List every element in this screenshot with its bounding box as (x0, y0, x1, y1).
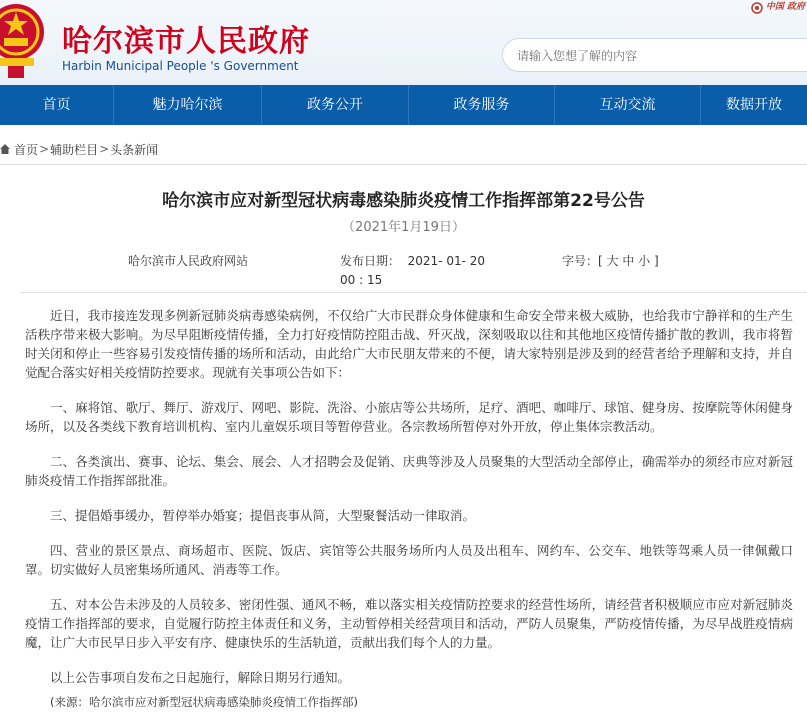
divider (0, 164, 807, 165)
nav-item-gov-affairs-open[interactable]: 政务公开 (262, 85, 409, 125)
font-size-control (562, 252, 659, 269)
breadcrumb-level3[interactable]: 头条新闻 (110, 142, 159, 157)
article-paragraph: 以上公告事项自发布之日起施行，解除日期另行通知。 (50, 670, 351, 685)
search-input[interactable] (515, 39, 799, 73)
gov-portal-logo[interactable] (751, 2, 805, 14)
breadcrumb-separator: > (39, 142, 50, 156)
article-publish-info (340, 252, 490, 290)
portal-logo-text: 中国 政府 (765, 2, 805, 12)
site-header (0, 0, 807, 85)
search-box[interactable] (502, 38, 807, 72)
main-nav (0, 85, 807, 125)
article-paragraph: 四、营业的景区景点、商场超市、医院、饭店、宾馆等公共服务场所内人员及出租车、网约车、公交车、地铁等驾乘人员一律佩戴口罩。切实做好人员密集场所通风、消毒等工作。 (25, 543, 793, 577)
article-paragraph: 五、对本公告未涉及的人员较多、密闭性强、通风不畅，难以落实相关疫情防控要求的经营性场所，请经营者积极顺应市应对新冠肺炎疫情工作指挥部的要求，自觉履行防控主体责任和义务，主动暂停相关经营项目和活动，严防人员聚集，严防疫情传播，为尽早战胜疫情病魔，让广大市民早日步入平安有序、健康快乐的生活轨道，贡献出我们每个人的力量。 (25, 597, 793, 650)
breadcrumb-home[interactable]: 首页 (14, 142, 39, 157)
article-date-line: （2021年1月19日） (342, 220, 465, 235)
home-icon (0, 144, 10, 154)
meta-divider (20, 292, 807, 293)
portal-logo-icon (751, 2, 763, 14)
breadcrumb-separator: > (99, 142, 110, 156)
breadcrumb-level2[interactable]: 辅助栏目 (50, 142, 99, 157)
font-size-options[interactable]: [ 大 中 小 ] (598, 254, 659, 268)
article-paragraph: 近日，我市接连发现多例新冠肺炎病毒感染病例，不仅给广大市民群众身体健康和生命安全带来极大威胁，也给我市宁静祥和的生产生活秩序带来极大影响。为尽早阻断疫情传播，全力打好疫情防控阻击战、歼灭战，深刻吸取以往和其他地区疫情传播扩散的教训，我市将暂时关闭和停止一些容易引发疫情传播的场所和活动，由此给广大市民朋友带来的不便，请大家特别是涉及到的经营者给予理解和支持，并自觉配合落实好相关疫情防控要求。现就有关事项公告如下： (25, 308, 793, 380)
nav-item-gov-services[interactable]: 政务服务 (409, 85, 555, 125)
national-emblem-icon (0, 0, 46, 80)
nav-item-charm-harbin[interactable]: 魅力哈尔滨 (114, 85, 262, 125)
article-source-note: (来源：哈尔滨市应对新型冠状病毒感染肺炎疫情工作指挥部) (50, 695, 358, 709)
article-title: 哈尔滨市应对新型冠状病毒感染肺炎疫情工作指挥部第22号公告 (162, 191, 645, 211)
nav-item-home[interactable]: 首页 (0, 85, 114, 125)
publish-time: 00 : 15 (340, 273, 383, 287)
font-size-label: 字号： (562, 254, 599, 268)
nav-item-open-data[interactable]: 数据开放 (726, 97, 782, 113)
publish-label: 发布日期： (340, 254, 401, 268)
site-title[interactable]: 哈尔滨市人民政府 (62, 24, 310, 59)
site-subtitle-en: Harbin Municipal People 's Government (62, 59, 299, 73)
nav-item-interaction[interactable]: 互动交流 (555, 85, 701, 125)
article-paragraph: 一、麻将馆、歌厅、舞厅、游戏厅、网吧、影院、洗浴、小旅店等公共场所，足疗、酒吧、咖啡厅、球馆、健身房、按摩院等休闲健身场所，以及各类线下教育培训机构、室内儿童娱乐项目等暂停营业。各宗教场所暂停对外开放，停止集体宗教活动。 (25, 400, 793, 434)
article-body (25, 306, 793, 703)
article-paragraph: 三、提倡婚事缓办，暂停举办婚宴；提倡丧事从简，大型聚餐活动一律取消。 (50, 508, 476, 523)
breadcrumb (0, 140, 158, 158)
article-paragraph: 二、各类演出、赛事、论坛、集会、展会、人才招聘会及促销、庆典等涉及人员聚集的大型活动全部停止，确需举办的须经市应对新冠肺炎疫情工作指挥部批准。 (25, 454, 793, 488)
article-source: 哈尔滨市人民政府网站 (128, 254, 249, 268)
publish-date: 2021- 01- 20 (407, 254, 486, 268)
